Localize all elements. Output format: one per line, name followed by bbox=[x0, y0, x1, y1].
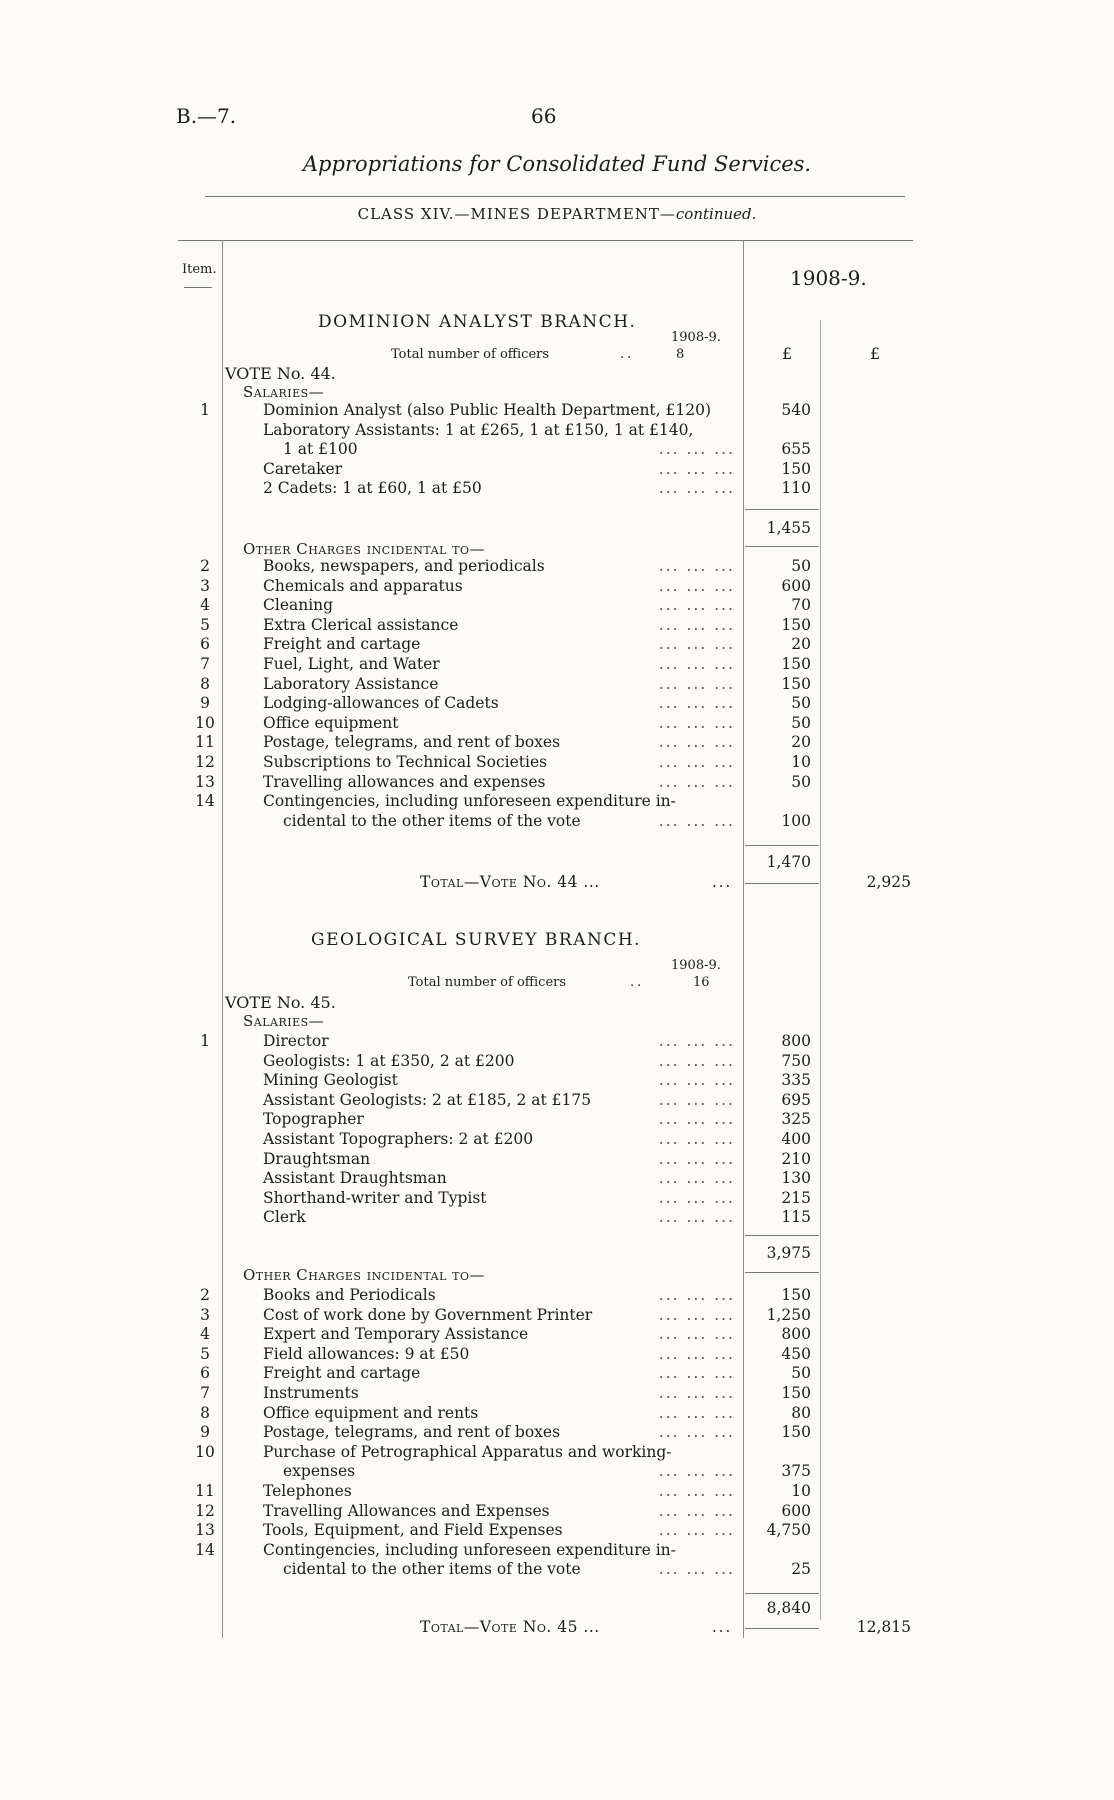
item-number: 4 bbox=[200, 596, 210, 615]
line-item bbox=[0, 439, 1114, 459]
rule bbox=[745, 1235, 819, 1236]
leader-dots: ... ... ... bbox=[658, 713, 735, 732]
leader-dots: ... ... ... bbox=[658, 1090, 735, 1109]
item-number: 6 bbox=[200, 1364, 210, 1383]
line-item bbox=[0, 1109, 1114, 1129]
rule bbox=[205, 196, 905, 197]
salaries-heading: Salaries— bbox=[243, 383, 325, 401]
item-number: 7 bbox=[200, 1384, 210, 1402]
item-description: Geologists: 1 at £350, 2 at £200 bbox=[263, 1051, 515, 1070]
item-description: Shorthand-writer and Typist bbox=[263, 1188, 487, 1207]
line-item bbox=[0, 1383, 1114, 1403]
officers-label: Total number of officers bbox=[391, 347, 550, 362]
leader-dots: ... ... ... bbox=[658, 615, 735, 634]
item-number: 12 bbox=[195, 753, 215, 771]
leader-dots: ... ... ... bbox=[658, 1384, 735, 1402]
line-item bbox=[0, 1305, 1114, 1325]
item-amount: 50 bbox=[791, 694, 811, 713]
item-description: Travelling Allowances and Expenses bbox=[263, 1501, 550, 1520]
line-item bbox=[0, 615, 1114, 635]
item-amount: 70 bbox=[791, 596, 811, 615]
leader-dots: ... ... ... bbox=[658, 1462, 735, 1481]
line-item bbox=[0, 713, 1114, 733]
leader-dots: ... ... ... bbox=[658, 635, 735, 654]
rule bbox=[178, 240, 913, 241]
line-item bbox=[0, 1090, 1114, 1110]
branch-title: DOMINION ANALYST BRANCH. bbox=[318, 312, 637, 332]
line-item bbox=[0, 1149, 1114, 1169]
item-description: Telephones bbox=[263, 1482, 352, 1500]
line-item bbox=[0, 576, 1114, 596]
line-item bbox=[0, 1207, 1114, 1227]
item-number: 1 bbox=[200, 1032, 210, 1050]
leader-dots: ... ... ... bbox=[658, 811, 735, 830]
other-charges-subtotal: 1,470 bbox=[766, 853, 811, 871]
item-number: 4 bbox=[200, 1325, 210, 1344]
item-amount: 50 bbox=[791, 557, 811, 575]
leader-dots: ... ... ... bbox=[658, 733, 735, 752]
other-charges-heading: Other Charges incidental to— bbox=[243, 1266, 486, 1284]
item-amount: 50 bbox=[791, 1364, 811, 1383]
item-amount: 80 bbox=[791, 1403, 811, 1422]
pound-sign: £ bbox=[870, 344, 881, 363]
item-description: Laboratory Assistants: 1 at £265, 1 at £150, 1 at £140, bbox=[263, 420, 694, 439]
line-item bbox=[0, 1031, 1114, 1051]
line-item bbox=[0, 1285, 1114, 1305]
item-number: 3 bbox=[200, 1305, 210, 1324]
item-description: Dominion Analyst (also Public Health Department, £120) bbox=[263, 401, 712, 419]
item-description: Freight and cartage bbox=[263, 635, 421, 654]
item-description: Cleaning bbox=[263, 596, 334, 615]
leader-dots: ... ... ... bbox=[658, 1051, 735, 1070]
rule bbox=[745, 845, 819, 846]
officers-label: Total number of officers bbox=[408, 975, 567, 990]
line-item bbox=[0, 693, 1114, 713]
rule bbox=[745, 1628, 819, 1629]
leader-dots: ... ... ... bbox=[658, 557, 735, 575]
item-description: Field allowances: 9 at £50 bbox=[263, 1344, 470, 1363]
leader-dots: ... ... ... bbox=[658, 1169, 735, 1188]
item-amount: 4,750 bbox=[766, 1521, 811, 1540]
item-description: Books and Periodicals bbox=[263, 1286, 436, 1304]
item-amount: 1,250 bbox=[766, 1305, 811, 1324]
leader-dots: ... ... ... bbox=[658, 1344, 735, 1363]
line-item bbox=[0, 1520, 1114, 1540]
item-description: Laboratory Assistance bbox=[263, 674, 439, 693]
salaries-subtotal: 1,455 bbox=[766, 519, 811, 537]
item-description: Postage, telegrams, and rent of boxes bbox=[263, 733, 561, 752]
item-amount: 100 bbox=[781, 811, 811, 830]
item-number: 1 bbox=[200, 401, 210, 419]
item-amount: 20 bbox=[791, 635, 811, 654]
rule bbox=[745, 883, 819, 884]
officers-count: 16 bbox=[693, 975, 710, 990]
leader-dots: ... ... ... bbox=[658, 1305, 735, 1324]
item-description: Tools, Equipment, and Field Expenses bbox=[263, 1521, 563, 1540]
leader-dots: ... bbox=[712, 1618, 733, 1636]
leader-dots: ... ... ... bbox=[658, 576, 735, 595]
item-amount: 150 bbox=[781, 615, 811, 634]
line-item bbox=[0, 595, 1114, 615]
item-description: Director bbox=[263, 1032, 329, 1050]
document-reference: B.—7. bbox=[176, 104, 237, 128]
leader-dots: ... ... ... bbox=[658, 1032, 735, 1050]
item-description: expenses bbox=[283, 1462, 356, 1481]
item-amount: 115 bbox=[781, 1208, 811, 1227]
item-amount: 210 bbox=[781, 1149, 811, 1168]
item-description: Extra Clerical assistance bbox=[263, 615, 459, 634]
item-amount: 800 bbox=[781, 1032, 811, 1050]
rule bbox=[745, 546, 819, 547]
item-number: 8 bbox=[200, 1403, 210, 1422]
pound-sign: £ bbox=[782, 344, 793, 363]
item-amount: 215 bbox=[781, 1188, 811, 1207]
leader-dots: ... ... ... bbox=[658, 1482, 735, 1500]
other-charges-subtotal: 8,840 bbox=[766, 1599, 811, 1617]
leader-dots: ... ... ... bbox=[658, 1071, 735, 1090]
leader-dots: .. bbox=[620, 347, 635, 362]
item-description: Assistant Draughtsman bbox=[263, 1169, 447, 1188]
line-item bbox=[0, 1422, 1114, 1442]
item-number: 5 bbox=[200, 1344, 210, 1363]
item-amount: 655 bbox=[781, 440, 811, 459]
item-description: Mining Geologist bbox=[263, 1071, 398, 1090]
line-item bbox=[0, 732, 1114, 752]
line-item bbox=[0, 772, 1114, 792]
item-description: cidental to the other items of the vote bbox=[283, 811, 581, 830]
officers-year: 1908-9. bbox=[671, 958, 721, 973]
leader-dots: ... ... ... bbox=[658, 1149, 735, 1168]
line-item bbox=[0, 1051, 1114, 1071]
leader-dots: ... ... ... bbox=[658, 694, 735, 713]
line-item bbox=[0, 1168, 1114, 1188]
item-description: Draughtsman bbox=[263, 1149, 371, 1168]
line-item bbox=[0, 420, 1114, 440]
item-number: 11 bbox=[195, 733, 215, 752]
line-item bbox=[0, 634, 1114, 654]
line-item bbox=[0, 1070, 1114, 1090]
item-amount: 150 bbox=[781, 1384, 811, 1402]
item-amount: 750 bbox=[781, 1051, 811, 1070]
leader-dots: ... ... ... bbox=[658, 1423, 735, 1442]
leader-dots: ... ... ... bbox=[658, 1286, 735, 1304]
branch-title: GEOLOGICAL SURVEY BRANCH. bbox=[311, 930, 642, 950]
item-description: Caretaker bbox=[263, 459, 343, 478]
item-amount: 335 bbox=[781, 1071, 811, 1090]
item-number: 2 bbox=[200, 557, 210, 575]
item-number: 7 bbox=[200, 655, 210, 673]
line-item bbox=[0, 1344, 1114, 1364]
leader-dots: ... ... ... bbox=[658, 1364, 735, 1383]
salaries-subtotal: 3,975 bbox=[766, 1244, 811, 1262]
item-description: cidental to the other items of the vote bbox=[283, 1560, 581, 1579]
item-number: 10 bbox=[195, 713, 215, 732]
item-description: Chemicals and apparatus bbox=[263, 576, 463, 595]
item-description: Contingencies, including unforeseen expenditure in- bbox=[263, 792, 676, 811]
item-number: 13 bbox=[195, 1521, 215, 1540]
leader-dots: ... ... ... bbox=[658, 1403, 735, 1422]
item-amount: 150 bbox=[781, 1423, 811, 1442]
item-description: Expert and Temporary Assistance bbox=[263, 1325, 529, 1344]
officers-count: 8 bbox=[676, 347, 685, 362]
vote-heading: VOTE No. 44. bbox=[225, 364, 336, 383]
leader-dots: ... ... ... bbox=[658, 1560, 735, 1579]
item-number: 9 bbox=[200, 1423, 210, 1442]
line-item bbox=[0, 674, 1114, 694]
page-number: 66 bbox=[531, 104, 557, 128]
item-amount: 600 bbox=[781, 1501, 811, 1520]
item-amount: 540 bbox=[781, 401, 811, 419]
item-amount: 325 bbox=[781, 1110, 811, 1129]
item-amount: 20 bbox=[791, 733, 811, 752]
leader-dots: ... ... ... bbox=[658, 459, 735, 478]
item-description: Clerk bbox=[263, 1208, 306, 1227]
item-amount: 600 bbox=[781, 576, 811, 595]
line-item bbox=[0, 1559, 1114, 1579]
item-number: 8 bbox=[200, 674, 210, 693]
leader-dots: ... ... ... bbox=[658, 1208, 735, 1227]
leader-dots: ... ... ... bbox=[658, 1325, 735, 1344]
line-item bbox=[0, 400, 1114, 420]
leader-dots: ... ... ... bbox=[658, 1501, 735, 1520]
leader-dots: ... bbox=[712, 873, 733, 891]
item-amount: 695 bbox=[781, 1090, 811, 1109]
leader-dots: .. bbox=[630, 975, 645, 990]
item-description: Contingencies, including unforeseen expenditure in- bbox=[263, 1540, 676, 1559]
line-item bbox=[0, 478, 1114, 498]
item-description: Assistant Geologists: 2 at £185, 2 at £175 bbox=[263, 1090, 592, 1109]
item-description: Instruments bbox=[263, 1384, 359, 1402]
line-item bbox=[0, 791, 1114, 811]
item-amount: 50 bbox=[791, 713, 811, 732]
item-amount: 150 bbox=[781, 459, 811, 478]
item-amount: 450 bbox=[781, 1344, 811, 1363]
item-description: Cost of work done by Government Printer bbox=[263, 1305, 593, 1324]
rule bbox=[745, 509, 819, 510]
line-item bbox=[0, 1188, 1114, 1208]
item-description: Freight and cartage bbox=[263, 1364, 421, 1383]
item-description: Purchase of Petrographical Apparatus and working- bbox=[263, 1442, 672, 1461]
item-description: Assistant Topographers: 2 at £200 bbox=[263, 1130, 534, 1148]
leader-dots: ... ... ... bbox=[658, 1130, 735, 1148]
officers-year: 1908-9. bbox=[671, 330, 721, 345]
item-description: Topographer bbox=[263, 1110, 364, 1129]
vote-total: 12,815 bbox=[856, 1618, 911, 1636]
leader-dots: ... ... ... bbox=[658, 655, 735, 673]
item-amount: 800 bbox=[781, 1325, 811, 1344]
item-amount: 25 bbox=[791, 1560, 811, 1579]
leader-dots: ... ... ... bbox=[658, 440, 735, 459]
line-item bbox=[0, 1540, 1114, 1560]
line-item bbox=[0, 556, 1114, 576]
line-item bbox=[0, 654, 1114, 674]
item-number: 5 bbox=[200, 615, 210, 634]
leader-dots: ... ... ... bbox=[658, 596, 735, 615]
item-number: 9 bbox=[200, 694, 210, 713]
item-amount: 150 bbox=[781, 674, 811, 693]
vote-total-label: Total—Vote No. 44 ... bbox=[420, 873, 600, 891]
item-number: 14 bbox=[195, 792, 215, 811]
item-number: 6 bbox=[200, 635, 210, 654]
line-item bbox=[0, 1129, 1114, 1149]
rule bbox=[745, 1272, 819, 1273]
item-description: Travelling allowances and expenses bbox=[263, 772, 546, 791]
page-title: Appropriations for Consolidated Fund Services. bbox=[302, 152, 812, 176]
line-item bbox=[0, 1481, 1114, 1501]
leader-dots: ... ... ... bbox=[658, 753, 735, 771]
item-description: Fuel, Light, and Water bbox=[263, 655, 440, 673]
item-description: Books, newspapers, and periodicals bbox=[263, 557, 545, 575]
item-amount: 150 bbox=[781, 655, 811, 673]
line-item bbox=[0, 752, 1114, 772]
item-description: 2 Cadets: 1 at £60, 1 at £50 bbox=[263, 479, 482, 498]
vote-total: 2,925 bbox=[866, 873, 911, 891]
item-number: 3 bbox=[200, 576, 210, 595]
item-number: 2 bbox=[200, 1286, 210, 1304]
line-item bbox=[0, 1363, 1114, 1383]
vote-total-label: Total—Vote No. 45 ... bbox=[420, 1618, 600, 1636]
line-item bbox=[0, 1442, 1114, 1462]
line-item bbox=[0, 1461, 1114, 1481]
item-amount: 130 bbox=[781, 1169, 811, 1188]
item-column-header: Item. bbox=[182, 262, 217, 277]
leader-dots: ... ... ... bbox=[658, 1188, 735, 1207]
item-description: Lodging-allowances of Cadets bbox=[263, 694, 499, 713]
item-description: Office equipment bbox=[263, 713, 399, 732]
item-amount: 10 bbox=[791, 1482, 811, 1500]
item-amount: 400 bbox=[781, 1130, 811, 1148]
line-item bbox=[0, 1501, 1114, 1521]
line-item bbox=[0, 811, 1114, 831]
other-charges-heading: Other Charges incidental to— bbox=[243, 540, 486, 558]
leader-dots: ... ... ... bbox=[658, 479, 735, 498]
item-description: 1 at £100 bbox=[283, 440, 358, 459]
item-amount: 375 bbox=[781, 1462, 811, 1481]
leader-dots: ... ... ... bbox=[658, 1521, 735, 1540]
item-amount: 10 bbox=[791, 753, 811, 771]
leader-dots: ... ... ... bbox=[658, 772, 735, 791]
item-number: 11 bbox=[195, 1482, 215, 1500]
rule bbox=[184, 287, 212, 288]
item-amount: 50 bbox=[791, 772, 811, 791]
rule bbox=[745, 1593, 819, 1594]
line-item bbox=[0, 1324, 1114, 1344]
leader-dots: ... ... ... bbox=[658, 1110, 735, 1129]
item-amount: 150 bbox=[781, 1286, 811, 1304]
item-number: 14 bbox=[195, 1540, 215, 1559]
item-amount: 110 bbox=[781, 479, 811, 498]
item-number: 13 bbox=[195, 772, 215, 791]
salaries-heading: Salaries— bbox=[243, 1012, 325, 1030]
item-number: 10 bbox=[195, 1442, 215, 1461]
leader-dots: ... ... ... bbox=[658, 674, 735, 693]
line-item bbox=[0, 459, 1114, 479]
item-description: Subscriptions to Technical Societies bbox=[263, 753, 548, 771]
vote-heading: VOTE No. 45. bbox=[225, 993, 336, 1012]
line-item bbox=[0, 1403, 1114, 1423]
item-number: 12 bbox=[195, 1501, 215, 1520]
item-description: Postage, telegrams, and rent of boxes bbox=[263, 1423, 561, 1442]
year-column-header: 1908-9. bbox=[790, 266, 867, 290]
item-description: Office equipment and rents bbox=[263, 1403, 479, 1422]
class-heading: CLASS XIV.—MINES DEPARTMENT—continued. bbox=[357, 205, 757, 223]
